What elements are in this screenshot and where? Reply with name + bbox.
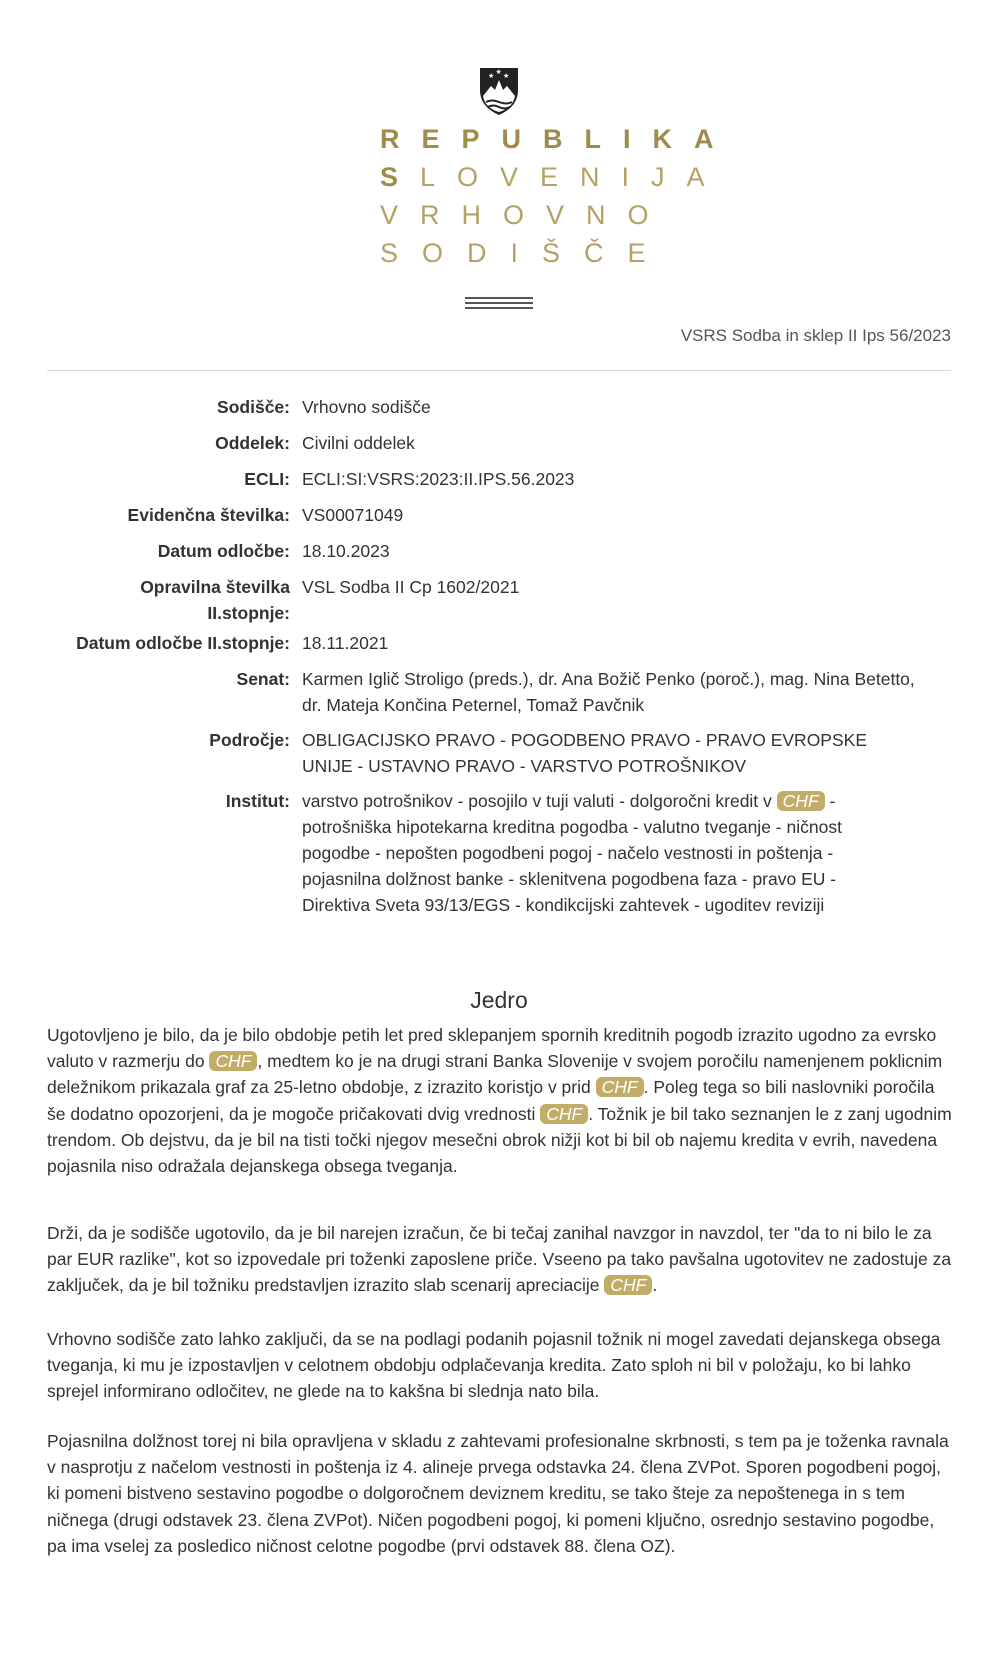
meta-value: Vrhovno sodišče [302,397,431,417]
meta-value: Karmen Iglič Stroligo (preds.), dr. Ana Božič Penko (poroč.), mag. Nina Betetto, dr. Mateja Končina Peternel, Tomaž Pavčnik [302,669,915,715]
jedro-paragraph-2: Drži, da je sodišče ugotovilo, da je bil narejen izračun, če bi tečaj zanihal navzgor in navzdol, ter "da to ni bilo le za par EUR razlike", kot so izpovedale pri toženki zaposlene priče. Vseeno pa tako pavšalna ugotovitev ne zadostuje za zaključek, da je bil tožniku predstavljen izrazito slab scenarij apreciacije CHF . [47,1223,952,1296]
meta-label: Področje: [209,730,290,750]
logo-line-republika: REPUBLIKA [380,124,736,154]
jedro-paragraph-1: Ugotovljeno je bilo, da je bilo obdobje petih let pred sklepanjem spornih kreditnih pogodb izrazito ugodno za evrsko valuto v razmerju do CHF , medtem ko je na drugi strani Banka Slovenije v svojem poročilu namenjenem poklicnim deležnikom prikazala graf za 25-letno obdobje, z izrazito koristjo v prid CHF . Poleg tega so bili naslovniki poročila še dodatno opozorjeni, da je mogoče pričakovati dvig vrednosti CHF . Tožnik je bil tako seznanjen le z zanj ugodnim trendom. Ob dejstvu, da je bil na tisti točki njegov mesečni obrok nižji kot bi bil ob najemu kredita v evrih, navedena pojasnila niso odražala dejanskega obsega tveganja. [47,1025,952,1177]
meta-value: 18.10.2023 [302,541,390,561]
chf-highlight: CHF [604,1275,652,1295]
slovenia-coat-of-arms-icon [478,66,520,116]
meta-value: varstvo potrošnikov - posojilo v tuji valuti - dolgoročni kredit v CHF - potrošniška hipotekarna kreditna pogodba - valutno tveganje - ničnost pogodbe - nepošten pogodbeni pogoj - načelo vestnosti in poštenja - pojasnilna dolžnost banke - sklenitvena pogodbena faza - pravo EU - Direktiva Sveta 93/13/EGS - kondikcijski zahtevek - ugoditev reviziji [302,791,842,915]
jedro-paragraph-4: Pojasnilna dolžnost torej ni bila opravljena v skladu z zahtevami profesionalne skrbnosti, s tem pa je toženka ravnala v nasprotju z načelom vestnosti in poštenja iz 4. alineje prvega odstavka 24. člena ZVPot. Sporen pogodbeni pogoj, ki pomeni bistveno sestavino pogodbe o dolgoročnem deviznem kreditu, se tako šteje za nepoštenega in s tem ničnega (drugi odstavek 23. člena ZVPot). Ničen pogodbeni pogoj, ki pomeni ključno, osrednjo sestavino pogodbe, pa ima vselej za posledico ničnost celotne pogodbe (prvi odstavek 88. člena OZ). [47,1431,949,1556]
meta-value: VS00071049 [302,505,404,525]
svg-text:★: ★ [488,72,495,80]
meta-label: ECLI: [244,469,290,489]
meta-label: Opravilna številka II.stopnje: [140,577,290,623]
meta-value: Civilni oddelek [302,433,415,453]
svg-text:★: ★ [495,68,502,76]
header-divider [47,370,951,371]
logo-line-vrhovno: VRHOVNO [380,200,671,230]
logo-line-slovenija: SLOVENIJA [380,162,727,192]
jedro-paragraph-3: Vrhovno sodišče zato lahko zaključi, da se na podlagi podanih pojasnil tožnik ni mogel zavedati dejanskega obsega tveganja, ki mu je izpostavljen v celotnem obdobju odplačevanja kredita. Zato sploh ni bil v položaju, ko bi lahko sprejel informirano odločitev, ne glede na to kakšna bi slednja nato bila. [47,1329,941,1402]
meta-label: Senat: [236,669,290,689]
logo-divider [465,297,533,312]
chf-highlight: CHF [540,1104,588,1124]
chf-highlight: CHF [596,1077,644,1097]
meta-label: Evidenčna številka: [127,505,290,525]
chf-highlight: CHF [209,1051,257,1071]
meta-value: ECLI:SI:VSRS:2023:II.IPS.56.2023 [302,469,575,489]
meta-label: Datum odločbe II.stopnje: [76,633,290,653]
meta-label: Datum odločbe: [157,541,290,561]
section-title-jedro: Jedro [470,987,528,1013]
logo-line-sodisce: SODIŠČE [380,238,670,268]
chf-highlight: CHF [777,791,825,811]
meta-value: OBLIGACIJSKO PRAVO - POGODBENO PRAVO - PRAVO EVROPSKE UNIJE - USTAVNO PRAVO - VARSTVO POTROŠNIKOV [302,730,867,776]
meta-value: VSL Sodba II Cp 1602/2021 [302,577,520,597]
meta-label: Institut: [225,791,290,811]
meta-label: Oddelek: [215,433,290,453]
svg-text:★: ★ [503,72,510,80]
case-identifier: VSRS Sodba in sklep II Ips 56/2023 [680,326,951,345]
meta-value: 18.11.2021 [302,633,389,653]
meta-label: Sodišče: [217,397,290,417]
